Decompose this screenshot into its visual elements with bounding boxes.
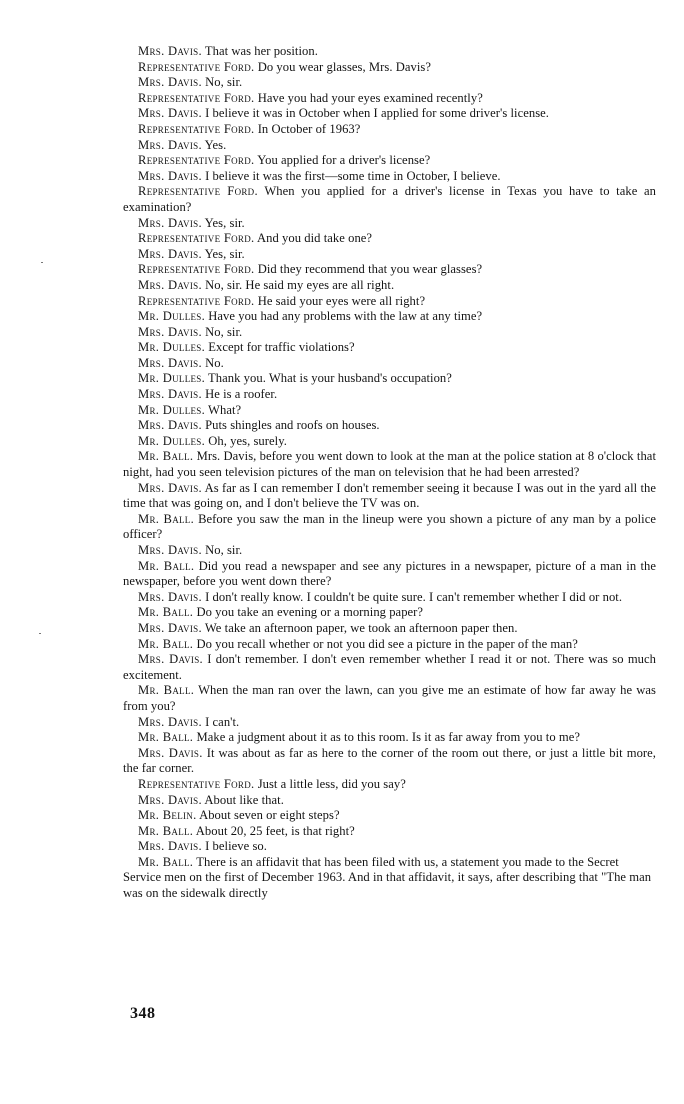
speech-text: Yes, sir. [204, 215, 245, 230]
speech-text: You applied for a driver's license? [257, 153, 431, 168]
speaker-name: Mrs. Davis. [138, 215, 202, 230]
speaker-name: Mrs. Davis. [138, 543, 202, 557]
speaker-name: Mrs. Davis. [138, 75, 202, 90]
speaker-name: Representative Ford. [138, 776, 255, 791]
speech-text: Yes, sir. [204, 246, 245, 261]
speaker-name: Mr. Ball. [138, 854, 194, 869]
transcript-paragraph [123, 434, 656, 450]
transcript-paragraph [123, 60, 656, 76]
transcript-paragraph [123, 278, 656, 294]
transcript-paragraph [123, 371, 656, 387]
speaker-name: Mrs. Davis. [138, 839, 202, 854]
speaker-name: Representative Ford. [138, 231, 255, 246]
speaker-name: Representative Ford. [138, 293, 255, 308]
transcript-paragraph [123, 824, 656, 840]
transcript-paragraph [123, 652, 656, 683]
transcript-paragraph [123, 216, 656, 232]
speaker-name: Representative Ford. [138, 262, 255, 277]
speaker-name: Representative Ford. [138, 153, 255, 168]
speaker-name: Mr. Dulles. [138, 402, 206, 417]
speaker-name: Mr. Dulles. [138, 371, 206, 386]
speech-text: Do you wear glasses, Mrs. Davis? [257, 59, 432, 74]
speaker-name: Mr. Ball. [138, 823, 194, 838]
transcript-paragraph [123, 777, 656, 793]
speaker-name: Mrs. Davis. [138, 277, 202, 292]
speech-text: Do you take an evening or a morning paper? [196, 605, 424, 620]
transcript-paragraph [123, 855, 656, 902]
speaker-name: Mrs. Davis. [138, 714, 202, 729]
scan-speck [41, 262, 43, 263]
transcript-paragraph [123, 169, 656, 185]
transcript-paragraph [123, 808, 656, 824]
speech-text: Just a little less, did you say? [257, 776, 406, 791]
transcript-paragraph [123, 403, 656, 419]
speaker-name: Mrs. Davis. [138, 589, 202, 604]
speaker-name: Mr. Ball. [138, 605, 194, 620]
transcript-paragraph [123, 481, 656, 512]
speech-text: Did they recommend that you wear glasses? [257, 262, 483, 277]
speech-text: Have you had any problems with the law at any time? [208, 309, 483, 324]
transcript-paragraph [123, 153, 656, 169]
transcript-paragraph [123, 325, 656, 341]
transcript-paragraph [123, 559, 656, 590]
speech-text: I believe it was the first—some time in October, I believe. [205, 168, 501, 183]
speech-text: I can't. [205, 714, 240, 729]
speaker-name: Mrs. Davis. [138, 44, 202, 58]
transcript-paragraph [123, 309, 656, 325]
speech-text: Except for traffic violations? [208, 340, 355, 355]
speech-text: About like that. [204, 792, 284, 807]
transcript-paragraph [123, 231, 656, 247]
page-number: 348 [130, 1005, 156, 1022]
speaker-name: Mrs. Davis. [138, 168, 202, 183]
scan-speck [39, 633, 41, 634]
speaker-name: Mr. Ball. [138, 730, 194, 745]
speaker-name: Mr. Ball. [138, 511, 195, 526]
speech-text: He said your eyes were all right? [257, 293, 426, 308]
transcript-paragraph [123, 44, 656, 60]
transcript-paragraph [123, 340, 656, 356]
transcript-paragraph [123, 839, 656, 855]
speaker-name: Mrs. Davis. [138, 792, 202, 807]
speech-text: Mrs. Davis, before you went down to look at the man at the police station at 8 o'clock that night, had you seen television pictures of the man on television that he had been arrested? [123, 449, 656, 480]
transcript-paragraph [123, 387, 656, 403]
speaker-name: Mrs. Davis. [138, 355, 202, 370]
speaker-name: Mrs. Davis. [138, 137, 202, 152]
speech-text: No, sir. [205, 75, 243, 90]
transcript-paragraph [123, 138, 656, 154]
transcript-paragraph [123, 793, 656, 809]
speech-text: No, sir. [205, 324, 243, 339]
speech-text: No. [205, 355, 224, 370]
transcript-paragraph [123, 91, 656, 107]
speaker-name: Mr. Dulles. [138, 309, 206, 324]
transcript-paragraph [123, 621, 656, 637]
transcript-paragraph [123, 605, 656, 621]
speech-text: In October of 1963? [257, 121, 361, 136]
speech-text: Have you had your eyes examined recently? [257, 90, 483, 105]
speaker-name: Representative Ford. [138, 59, 255, 74]
speech-text: As far as I can remember I don't remember seeing it because I was out in the yard all the time that was going on, and I don't believe the TV was on. [123, 480, 656, 511]
transcript-paragraph [123, 449, 656, 480]
speech-text: Do you recall whether or not you did see a picture in the paper of the man? [196, 636, 578, 651]
speech-text: Yes. [204, 137, 227, 152]
speaker-name: Representative Ford. [138, 184, 258, 199]
speech-text: What? [208, 402, 242, 417]
transcript-paragraph [123, 184, 656, 215]
speech-text: Puts shingles and roofs on houses. [205, 418, 380, 433]
transcript-paragraph [123, 75, 656, 91]
speech-text: When you applied for a driver's license in Texas you have to take an examination? [123, 184, 656, 214]
speaker-name: Mrs. Davis. [138, 387, 202, 402]
speaker-name: Representative Ford. [138, 90, 255, 105]
transcript-paragraph [123, 730, 656, 746]
speech-text: That was her position. [204, 44, 318, 58]
transcript-paragraph [123, 294, 656, 310]
transcript-paragraph [123, 637, 656, 653]
speech-text: Make a judgment about it as to this room. Is it as far away from you to me? [196, 730, 581, 745]
transcript-paragraph [123, 683, 656, 714]
transcript-paragraph [123, 106, 656, 122]
speech-text: I don't really know. I couldn't be quite sure. I can't remember whether I did or not. [205, 589, 623, 604]
speaker-name: Mrs. Davis. [138, 106, 202, 121]
speech-text: Before you saw the man in the lineup were you shown a picture of any man by a police officer? [123, 511, 656, 542]
speech-text: There is an affidavit that has been filed with us, a statement you made to the Secret Service men on the first of December 1963. And in that affidavit, it says, after describing that "The man was on the sidewalk directly [123, 854, 652, 901]
speech-text: I believe it was in October when I applied for some driver's license. [205, 106, 549, 121]
speech-text: Oh, yes, surely. [208, 433, 287, 448]
transcript-paragraph [123, 247, 656, 263]
speaker-name: Mr. Dulles. [138, 340, 206, 355]
speech-text: Thank you. What is your husband's occupation? [208, 371, 452, 386]
transcript-paragraph [123, 543, 656, 559]
speech-text: When the man ran over the lawn, can you give me an estimate of how far away he was from you? [123, 683, 656, 713]
speaker-name: Representative Ford. [138, 121, 255, 136]
speaker-name: Mr. Ball. [138, 558, 195, 573]
speaker-name: Mr. Belin. [138, 808, 197, 823]
speaker-name: Mrs. Davis. [138, 652, 203, 667]
speech-text: No, sir. [205, 543, 243, 557]
speech-text: No, sir. He said my eyes are all right. [205, 277, 395, 292]
speaker-name: Mrs. Davis. [138, 480, 202, 495]
transcript-paragraph [123, 418, 656, 434]
speech-text: About 20, 25 feet, is that right? [195, 823, 355, 838]
speech-text: It was about as far as here to the corner of the room out there, or just a little bit more, the far corner. [123, 745, 657, 776]
speaker-name: Mr. Dulles. [138, 433, 206, 448]
speaker-name: Mrs. Davis. [138, 324, 202, 339]
speaker-name: Mrs. Davis. [138, 246, 202, 261]
speech-text: He is a roofer. [205, 387, 278, 402]
speaker-name: Mrs. Davis. [138, 418, 202, 433]
speaker-name: Mrs. Davis. [138, 745, 203, 760]
transcript-paragraph [123, 512, 656, 543]
transcript-paragraph [123, 262, 656, 278]
speech-text: And you did take one? [257, 231, 373, 246]
speech-text: I believe so. [205, 839, 267, 854]
speech-text: We take an afternoon paper, we took an afternoon paper then. [204, 620, 518, 635]
speaker-name: Mrs. Davis. [138, 620, 202, 635]
transcript-paragraph [123, 356, 656, 372]
speech-text: Did you read a newspaper and see any pictures in a newspaper, picture of a man in the newspaper, before you went down there? [123, 558, 656, 589]
speaker-name: Mr. Ball. [138, 636, 194, 651]
speech-text: About seven or eight steps? [199, 808, 340, 823]
transcript-paragraph [123, 590, 656, 606]
testimony-text [123, 44, 656, 902]
transcript-paragraph [123, 122, 656, 138]
transcript-paragraph [123, 746, 656, 777]
speaker-name: Mr. Ball. [138, 683, 195, 698]
transcript-paragraph [123, 715, 656, 731]
speaker-name: Mr. Ball. [138, 449, 194, 464]
speech-text: I don't remember. I don't even remember whether I read it or not. There was so much excitement. [123, 652, 657, 682]
